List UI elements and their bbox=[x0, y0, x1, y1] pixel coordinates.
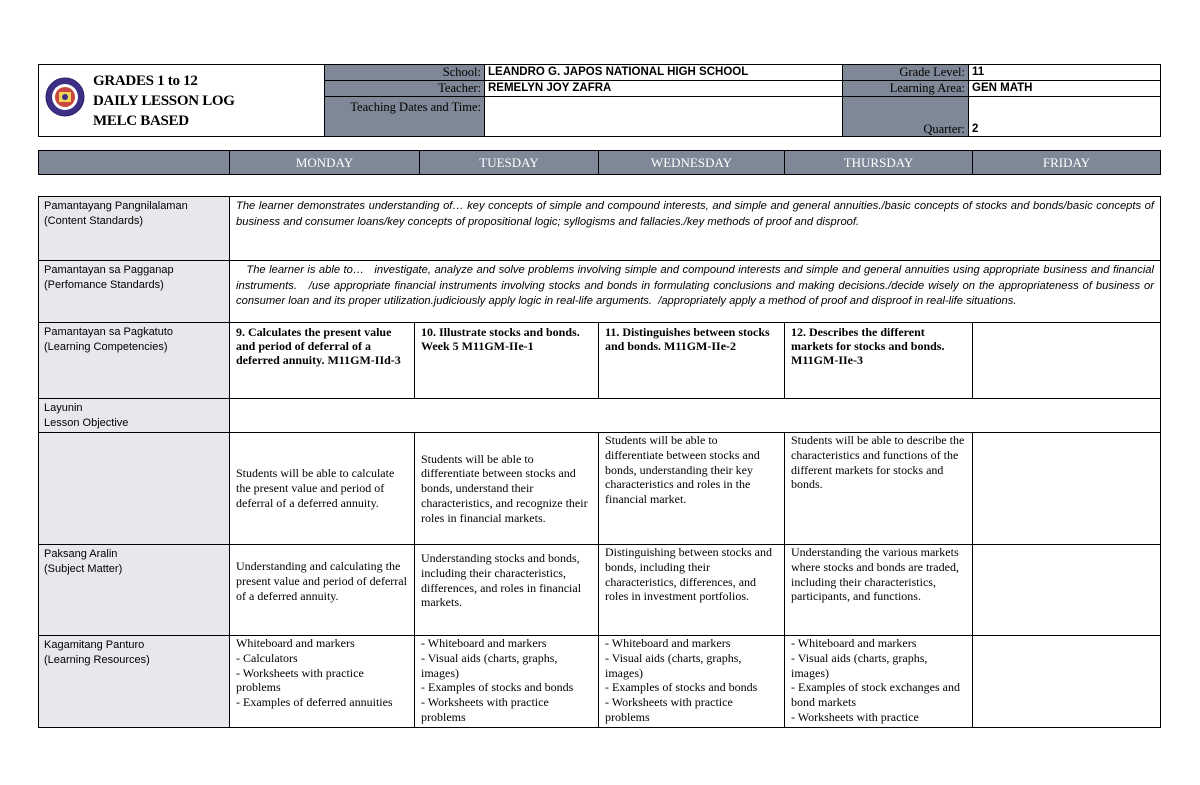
quarter-value: 2 bbox=[969, 97, 1161, 137]
content-standards-label: Pamantayang Pangnilalaman (Content Standards) bbox=[39, 197, 230, 261]
objective-wednesday: Students will be able to differentiate between stocks and bonds, understanding their key characteristics and roles in the financial market. bbox=[599, 433, 785, 545]
school-value: LEANDRO G. JAPOS NATIONAL HIGH SCHOOL bbox=[485, 65, 843, 81]
resources-monday: Whiteboard and markers - Calculators - Worksheets with practice problems - Examples of deferred annuities bbox=[230, 636, 415, 728]
days-header bbox=[38, 150, 1161, 175]
competency-thursday: 12. Describes the different markets for stocks and bonds. M11GM-IIe-3 bbox=[785, 323, 973, 399]
row-competencies bbox=[39, 323, 1161, 399]
teacher-label: Teacher: bbox=[325, 81, 485, 97]
day-thursday: THURSDAY bbox=[785, 151, 973, 175]
row-content-standards bbox=[39, 197, 1161, 261]
subject-thursday: Understanding the various markets where stocks and bonds are traded, including their characteristics, participants, and functions. bbox=[785, 545, 973, 636]
lesson-log-table bbox=[38, 196, 1161, 728]
deped-seal-icon bbox=[45, 77, 85, 117]
teaching-dates-label: Teaching Dates and Time: bbox=[325, 97, 485, 137]
title-block bbox=[39, 65, 325, 137]
competencies-label: Pamantayan sa Pagkatuto (Learning Competencies) bbox=[39, 323, 230, 399]
day-monday: MONDAY bbox=[230, 151, 420, 175]
row-objective bbox=[39, 399, 1161, 433]
subject-matter-label: Paksang Aralin (Subject Matter) bbox=[39, 545, 230, 636]
performance-standards-label: Pamantayan sa Pagganap (Perfomance Standards) bbox=[39, 261, 230, 323]
learning-area-value: GEN MATH bbox=[969, 81, 1161, 97]
day-friday: FRIDAY bbox=[973, 151, 1161, 175]
subject-wednesday: Distinguishing between stocks and bonds, including their characteristics, differences, and roles in investment portfolios. bbox=[599, 545, 785, 636]
competency-monday: 9. Calculates the present value and period of deferral of a deferred annuity. M11GM-IId-3 bbox=[230, 323, 415, 399]
objective-monday: Students will be able to calculate the present value and period of deferral of a deferred annuity. bbox=[230, 433, 415, 545]
day-wednesday: WEDNESDAY bbox=[599, 151, 785, 175]
objective-friday bbox=[973, 433, 1161, 545]
resources-friday bbox=[973, 636, 1161, 728]
resources-tuesday: - Whiteboard and markers - Visual aids (charts, graphs, images) - Examples of stocks and bonds - Worksheets with practice problems bbox=[415, 636, 599, 728]
subject-tuesday: Understanding stocks and bonds, including their characteristics, differences, and roles in financial markets. bbox=[415, 545, 599, 636]
teaching-dates-value bbox=[485, 97, 843, 137]
quarter-label: Quarter: bbox=[843, 97, 969, 137]
grade-level-value: 11 bbox=[969, 65, 1161, 81]
learning-area-label: Learning Area: bbox=[843, 81, 969, 97]
subject-monday: Understanding and calculating the present value and period of deferral of a deferred annuity. bbox=[230, 545, 415, 636]
objective-blank bbox=[230, 399, 1161, 433]
row-objective-detail bbox=[39, 433, 1161, 545]
competency-tuesday: 10. Illustrate stocks and bonds. Week 5 M11GM-IIe-1 bbox=[415, 323, 599, 399]
row-performance-standards bbox=[39, 261, 1161, 323]
resources-wednesday: - Whiteboard and markers - Visual aids (charts, graphs, images) - Examples of stocks and bonds - Worksheets with practice problems bbox=[599, 636, 785, 728]
resources-label: Kagamitang Panturo (Learning Resources) bbox=[39, 636, 230, 728]
objective-tuesday: Students will be able to differentiate between stocks and bonds, understand their characteristics, and recognize their roles in financial markets. bbox=[415, 433, 599, 545]
days-corner bbox=[39, 151, 230, 175]
content-standards-text: The learner demonstrates understanding of… key concepts of simple and compound interests, and simple and general annuities./basic concepts of stocks and bonds/basic concepts of business and consumer loans/key concepts of propositional logic; syllogisms and fallacies./key methods of proof and disproof. bbox=[230, 197, 1161, 261]
row-subject-matter bbox=[39, 545, 1161, 636]
day-tuesday: TUESDAY bbox=[420, 151, 599, 175]
subject-friday bbox=[973, 545, 1161, 636]
competency-friday bbox=[973, 323, 1161, 399]
objective-detail-label bbox=[39, 433, 230, 545]
competency-wednesday: 11. Distinguishes between stocks and bonds. M11GM-IIe-2 bbox=[599, 323, 785, 399]
header-table bbox=[38, 64, 1161, 137]
resources-thursday: - Whiteboard and markers - Visual aids (charts, graphs, images) - Examples of stock exchanges and bond markets - Worksheets with practice bbox=[785, 636, 973, 728]
row-learning-resources bbox=[39, 636, 1161, 728]
school-label: School: bbox=[325, 65, 485, 81]
title-line-3: MELC BASED bbox=[93, 113, 189, 129]
objective-label: Layunin Lesson Objective bbox=[39, 399, 230, 433]
grade-level-label: Grade Level: bbox=[843, 65, 969, 81]
performance-standards-text: The learner is able to… investigate, analyze and solve problems involving simple and compound interests and simple and general annuities using appropriate business and financial instruments. /use appropriate financial instruments involving stocks and bonds in formulating conclusions and making decisions./decide wisely on the appropriateness of business or consumer loan and its proper utilization.judiciously apply logic in real-life arguments. /appropriately apply a method of proof and disproof in real-life situations. bbox=[230, 261, 1161, 323]
title-line-1: GRADES 1 to 12 bbox=[93, 73, 198, 89]
teacher-value: REMELYN JOY ZAFRA bbox=[485, 81, 843, 97]
objective-thursday: Students will be able to describe the characteristics and functions of the different markets for stocks and bonds. bbox=[785, 433, 973, 545]
title-line-2: DAILY LESSON LOG bbox=[93, 93, 235, 109]
